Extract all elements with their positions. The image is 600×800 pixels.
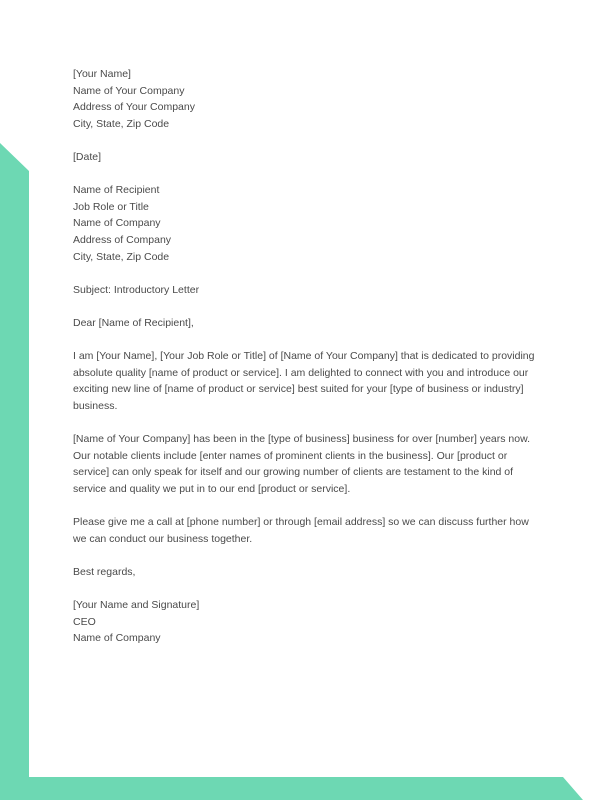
recipient-role: Job Role or Title [73, 200, 149, 213]
signature-name: [Your Name and Signature] [73, 599, 200, 611]
sender-block [73, 66, 533, 132]
sender-company: Name of Your Company [73, 84, 185, 97]
closing-block [73, 564, 533, 581]
body-paragraph-3 [73, 514, 533, 547]
paragraph-line: business. [73, 399, 118, 412]
letter-body [73, 66, 533, 663]
recipient-name: Name of Recipient [73, 184, 160, 197]
paragraph-line: exciting new line of [name of product or service] best suited for your [type of business or industry] [73, 383, 524, 396]
signature-company: Name of Company [73, 632, 161, 645]
signature-block [73, 597, 533, 647]
body-paragraph-1 [73, 348, 533, 414]
paragraph-line: [Name of Your Company] has been in the [type of business] business for over [number] years now. [73, 433, 531, 446]
recipient-address: Address of Company [73, 233, 172, 246]
recipient-block [73, 182, 533, 265]
letter-salutation: Dear [Name of Recipient], [73, 316, 194, 329]
paragraph-line: absolute quality [name of product or service]. I am delighted to connect with you and introduce our [73, 366, 529, 379]
recipient-company: Name of Company [73, 217, 161, 230]
sender-name: [Your Name] [73, 68, 131, 80]
paragraph-line: we can conduct our business together. [73, 532, 253, 545]
paragraph-line: Please give me a call at [phone number] or through [email address] so we can discuss further how [73, 516, 529, 529]
body-paragraph-2 [73, 431, 533, 497]
signature-title: CEO [73, 615, 96, 628]
letter-closing: Best regards, [73, 565, 136, 578]
letter-subject: Subject: Introductory Letter [73, 283, 200, 296]
paragraph-line: service] can only speak for itself and our growing number of clients are testament to the kind of [73, 466, 514, 479]
paragraph-line: Our notable clients include [enter names of prominent clients in the business]. Our [product or [73, 449, 508, 462]
recipient-city: City, State, Zip Code [73, 250, 170, 263]
subject-block [73, 282, 533, 299]
paragraph-line: I am [Your Name], [Your Job Role or Title] of [Name of Your Company] that is dedicated to providing [73, 350, 535, 363]
sender-address: Address of Your Company [73, 101, 195, 114]
paragraph-line: service and quality we put in to our end [product or service]. [73, 482, 351, 495]
letter-date: [Date] [73, 150, 102, 163]
date-block [73, 149, 533, 166]
sender-city: City, State, Zip Code [73, 117, 170, 130]
salutation-block [73, 315, 533, 332]
